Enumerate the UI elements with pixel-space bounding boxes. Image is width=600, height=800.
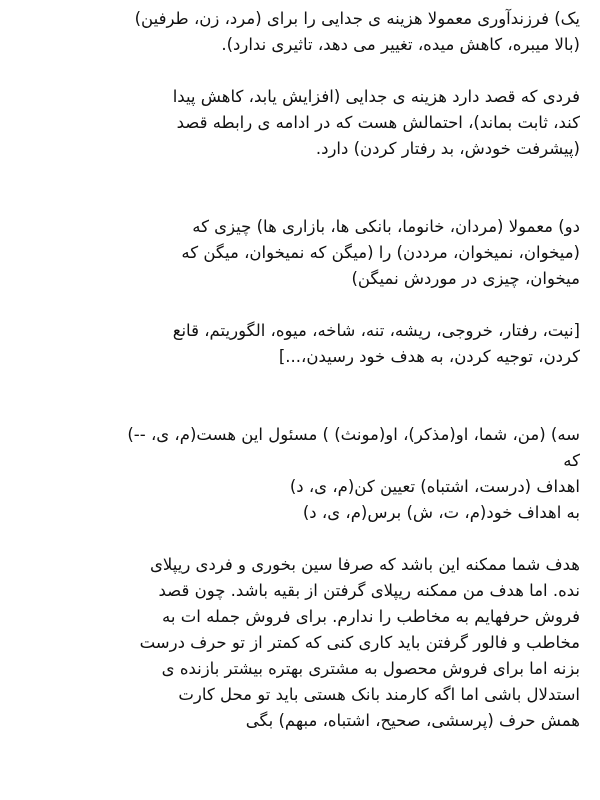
text-line: سه) (من، شما، او(مذکر)، او(مونث) ) مسئول این هست(م، ی، --)	[127, 425, 580, 444]
text-line: کردن، توجیه کردن، به هدف خود رسیدن،...]	[278, 347, 580, 366]
text-line: میخوان، چیزی در موردش نمیگن)	[351, 269, 580, 288]
text-line: (پیشرفت خودش، بد رفتار کردن) دارد.	[315, 139, 580, 158]
text-line: نده. اما هدف من ممکنه ریپلای گرفتن از بقیه باشد. چون قصد	[158, 581, 580, 600]
paragraph-four	[34, 318, 580, 370]
text-line: به اهداف خود(م، ت، ش) برس(م، ی، د)	[302, 503, 580, 522]
paragraph-one	[34, 6, 580, 58]
text-line: مخاطب و فالور گرفتن باید کاری کنی که کمتر از تو حرف درست	[139, 633, 580, 652]
text-line: یک) فرزندآوری معمولا هزینه ی جدایی را برای (مرد، زن، طرفین)	[134, 9, 580, 28]
text-line: کند، ثابت بماند)، احتمالش هست که در ادامه ی رابطه قصد	[176, 113, 580, 132]
paragraph-five	[34, 422, 580, 526]
text-line: فروش حرفهایم به مخاطب را ندارم. برای فروش جمله ات به	[162, 607, 580, 626]
text-line: [نیت، رفتار، خروجی، ریشه، تنه، شاخه، میوه، الگوریتم، قانع	[172, 321, 580, 340]
paragraph-two	[34, 84, 580, 162]
text-line: همش حرف (پرسشی، صحیح، اشتباه، مبهم) بگی	[245, 711, 580, 730]
text-line: هدف شما ممکنه این باشد که صرفا سین بخوری و فردی ریپلای	[150, 555, 580, 574]
text-line: (بالا میبره، کاهش میده، تغییر می دهد، تاثیری ندارد).	[221, 35, 580, 54]
paragraph-three	[34, 214, 580, 292]
text-line: (میخوان، نمیخوان، مرددن) را (میگن که نمیخوان، میگن که	[181, 243, 580, 262]
paragraph-six	[34, 552, 580, 734]
text-line: دو) معمولا (مردان، خانوما، بانکی ها، بازاری ها) چیزی که	[192, 217, 580, 236]
text-line: که	[563, 451, 580, 470]
text-line: اهداف (درست، اشتباه) تعیین کن(م، ی، د)	[289, 477, 580, 496]
text-line: بزنه اما برای فروش محصول به مشتری بهتره بیشتر بازنده ی	[161, 659, 580, 678]
text-line: استدلال باشی اما اگه کارمند بانک هستی باید تو محل کارت	[178, 685, 580, 704]
text-line: فردی که قصد دارد هزینه ی جدایی (افزایش یابد، کاهش پیدا	[172, 87, 580, 106]
